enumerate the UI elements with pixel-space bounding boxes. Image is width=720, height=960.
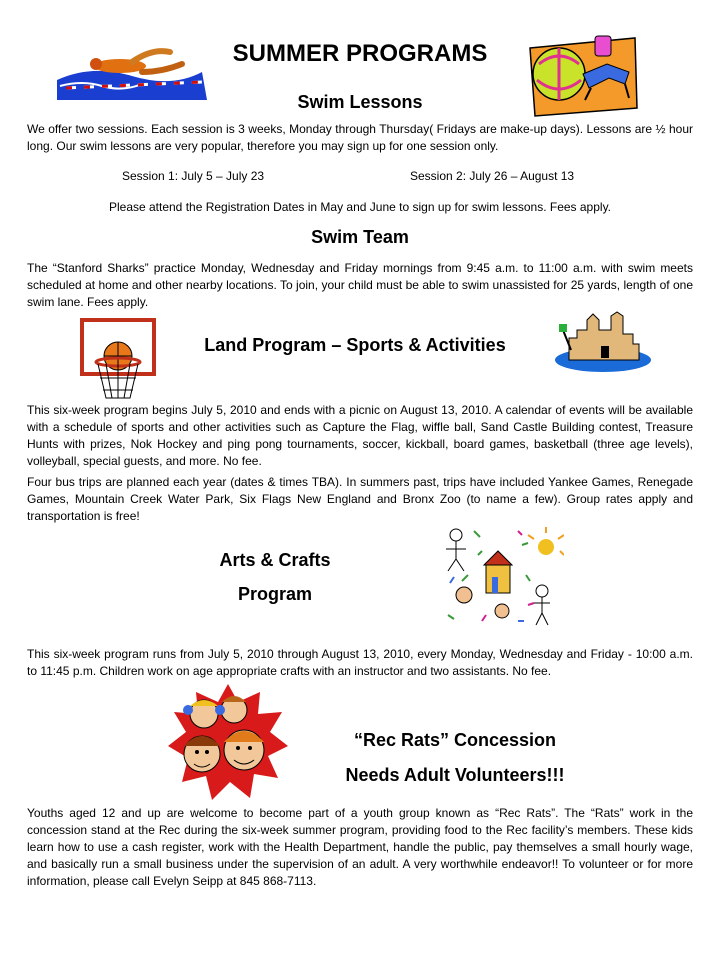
rec-rats-text: Youths aged 12 and up are welcome to become part of a youth group known as “Rec Rats”. The “Rats” work in the concession stand at the Rec during the six-week summer program, providing food to the Rec facility’s members. These kids learn how to use a cash register, work with the Health Department, handle the public, pay themselves a small hourly wage, and basically run a small business under the supervision of an adult. A very worthwhile endeavor!! To volunteer or for more information, please call Evelyn Seipp at 845 868-7113. <box>27 806 693 888</box>
session-2: Session 2: July 26 – August 13 <box>410 169 575 183</box>
basketball-hoop-icon <box>80 318 160 402</box>
swimmer-icon <box>52 42 212 102</box>
arts-crafts-text: This six-week program runs from July 5, 2010 through August 13, 2010, every Monday, Wednesday and Friday - 10:00 a.m. to 11:45 p.m. Children work on age appropriate crafts with an instructor and two assistants. No fee. <box>27 647 693 678</box>
registration-note: Please attend the Registration Dates in May and June to sign up for swim lessons. Fees apply. <box>108 200 612 214</box>
swim-lessons-text: We offer two sessions. Each session is 3 weeks, Monday through Thursday( Fridays are make-up days). Lessons are ½ hour long. Our swim lessons are very popular, therefore you may sign up for one session only. <box>27 122 693 153</box>
volunteers-heading: Needs Adult Volunteers!!! <box>345 765 565 785</box>
swim-lessons-heading: Swim Lessons <box>297 92 423 112</box>
land-program-heading: Land Program – Sports & Activities <box>204 335 506 355</box>
page-title: SUMMER PROGRAMS <box>232 40 488 67</box>
rec-rats-heading: “Rec Rats” Concession <box>353 730 557 750</box>
swim-team-text: The “Stanford Sharks” practice Monday, Wednesday and Friday mornings from 9:45 a.m. to 11:00 a.m. with swim meets scheduled at home and other nearby locations. To join, your child must be able to swim unassisted for 25 yards, length of one swim lane. Fees apply. <box>27 261 693 309</box>
land-program-text: This six-week program begins July 5, 2010 and ends with a picnic on August 13, 2010. A calendar of events will be available with a schedule of sports and other activities such as Capture the Flag, wiffle ball, Sand Castle Building contest, Treasure Hunts with prizes, Nok Hockey and ping pong tournaments, soccer, kickball, board games, basketball (three age levels), volleyball, special guests, and more. No fee. <box>27 403 693 468</box>
arts-crafts-heading: Arts & Crafts <box>219 550 331 570</box>
swim-team-heading: Swim Team <box>311 227 409 247</box>
beach-gear-icon <box>525 28 645 118</box>
session-1: Session 1: July 5 – July 23 <box>122 169 265 183</box>
bus-trips-text: Four bus trips are planned each year (dates & times TBA). In summers past, trips have included Yankee Games, Renegade Games, Mountain Creek Water Park, Six Flags New England and Bronx Zoo (to name a few). Group rates apply and transportation is free! <box>27 475 693 523</box>
kids-faces-icon <box>168 684 288 800</box>
sand-castle-icon <box>553 310 653 374</box>
kids-drawing-icon <box>438 525 564 627</box>
arts-crafts-heading-2: Program <box>237 584 313 604</box>
